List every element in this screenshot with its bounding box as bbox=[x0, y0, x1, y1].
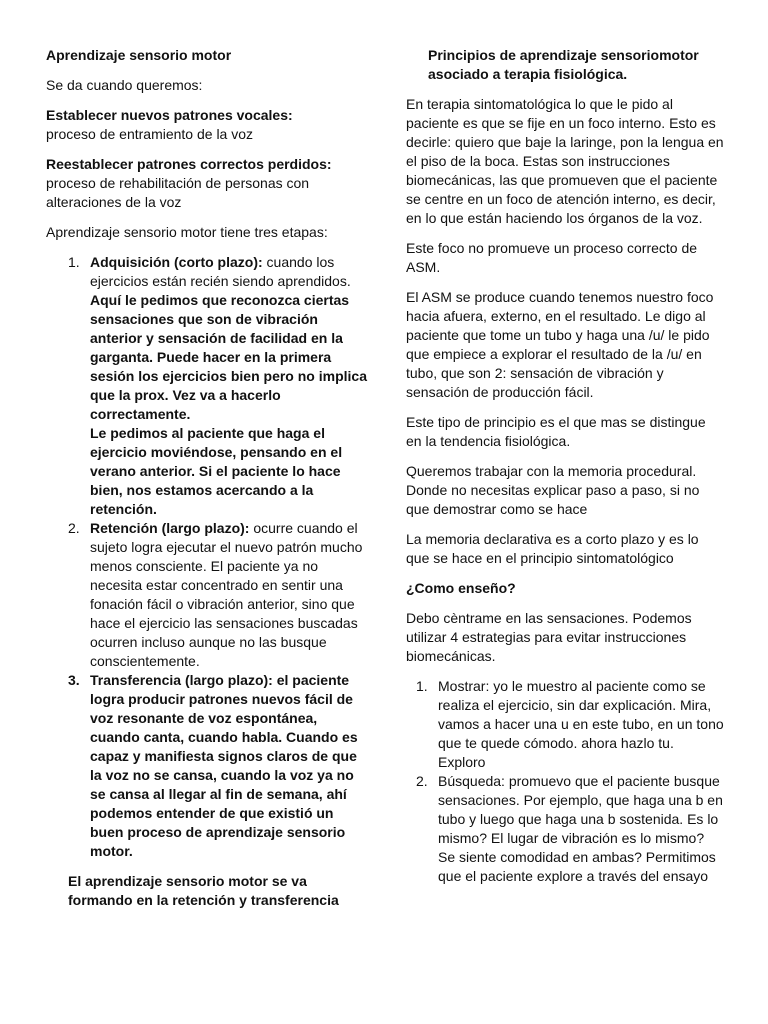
stage-note: Le pedimos al paciente que haga el ejercicio moviéndose, pensando en el verano anterior. Si el paciente lo hace bien, nos estamos acercando a la retención. bbox=[90, 425, 343, 517]
intro-text: Se da cuando queremos: bbox=[46, 77, 203, 93]
paragraph: Este foco no promueve un proceso correcto de ASM. bbox=[406, 240, 698, 275]
list-number: 3. bbox=[68, 672, 80, 688]
title-line: asociado a terapia fisiológica. bbox=[428, 66, 628, 82]
paragraph: Queremos trabajar con la memoria procedural. Donde no necesitas explicar paso a paso, si no que demostrar como se hace bbox=[406, 463, 700, 517]
stage-note: Aquí le pedimos que reconozca ciertas sensaciones que son de vibración anterior y sensación de facilidad en la garganta. Puede hacer en la primera sesión los ejercicios bien pero no implica que la prox. Vez va a hacerlo correctamente. bbox=[90, 292, 367, 422]
list-item bbox=[46, 253, 368, 519]
list-number: 2. bbox=[68, 520, 80, 536]
stage-label: Adquisición (corto plazo): bbox=[90, 254, 263, 270]
list-number: 1. bbox=[68, 254, 80, 270]
stage-text: cuando los ejercicios están recién siendo aprendidos. bbox=[90, 254, 351, 289]
question-heading: ¿Como enseño? bbox=[406, 580, 516, 596]
goal-text: proceso de rehabilitación de personas con alteraciones de la voz bbox=[46, 175, 310, 210]
strategies-list bbox=[406, 677, 724, 886]
strategy-text: Búsqueda: promuevo que el paciente busque sensaciones. Por ejemplo, que haga una b en tubo y luego que haga una b sostenida. Es lo mismo? El lugar de vibración es lo mismo? Se siente comodidad en ambas? Permitimos que el paciente explore a través del ensayo bbox=[438, 773, 723, 884]
section-title: Aprendizaje sensorio motor bbox=[46, 47, 232, 63]
list-item bbox=[406, 677, 724, 772]
list-item bbox=[46, 519, 368, 671]
paragraph: El ASM se produce cuando tenemos nuestro foco hacia afuera, externo, en el resultado. Le digo al paciente que tome un tubo y haga una /u/ le pido que empiece a explorar el resultado de la /u/ en tubo, que son 2: sensación de vibración y sensación de producción fácil. bbox=[406, 289, 714, 400]
goal-paragraph bbox=[46, 106, 368, 144]
title-line: Principios de aprendizaje sensoriomotor bbox=[428, 47, 699, 63]
left-column bbox=[46, 46, 368, 921]
section-title bbox=[406, 46, 724, 84]
paragraph: Debo cèntrame en las sensaciones. Podemos utilizar 4 estrategias para evitar instrucciones biomecánicas. bbox=[406, 610, 692, 664]
list-item bbox=[46, 671, 368, 861]
goal-heading: Reestablecer patrones correctos perdidos: bbox=[46, 156, 332, 172]
goal-paragraph bbox=[46, 155, 368, 212]
closing-text: El aprendizaje sensorio motor se va formando en la retención y transferencia bbox=[68, 873, 339, 908]
paragraph: Este tipo de principio es el que mas se distingue en la tendencia fisiológica. bbox=[406, 414, 706, 449]
list-number: 1. bbox=[416, 678, 428, 694]
stages-intro: Aprendizaje sensorio motor tiene tres etapas: bbox=[46, 224, 328, 240]
stage-text: ocurre cuando el sujeto logra ejecutar el nuevo patrón mucho menos consciente. El paciente ya no necesita estar concentrado en sentir una fonación fácil o vibración anterior, sino que hace el ejercicio las sensaciones buscadas ocurren incluso aunque no las busque conscientemente. bbox=[90, 520, 363, 669]
goal-heading: Establecer nuevos patrones vocales: bbox=[46, 107, 293, 123]
stage-label: Retención (largo plazo): bbox=[90, 520, 250, 536]
right-column bbox=[406, 46, 724, 897]
stages-list bbox=[46, 253, 368, 861]
list-item bbox=[406, 772, 724, 886]
paragraph: En terapia sintomatológica lo que le pido al paciente es que se fije en un foco interno. Esto es decirle: quiero que baje la laringe, pon la lengua en el piso de la boca. Estas son instrucciones biomecánicas, las que promueven que el paciente se centre en un foco de atención interno, es decir, en lo que están haciendo los órganos de la voz. bbox=[406, 96, 724, 226]
paragraph: La memoria declarativa es a corto plazo y es lo que se hace en el principio sintomatológico bbox=[406, 531, 699, 566]
strategy-text: Mostrar: yo le muestro al paciente como se realiza el ejercicio, sin dar explicación. Mira, vamos a hacer una u en este tubo, en un tono que te quede cómodo. ahora hazlo tu. Exploro bbox=[438, 678, 724, 770]
goal-text: proceso de entramiento de la voz bbox=[46, 126, 254, 142]
list-number: 2. bbox=[416, 773, 428, 789]
stage-label: Transferencia (largo plazo): el paciente logra producir patrones nuevos fácil de voz resonante de voz espontánea, cuando canta, cuando habla. Cuando es capaz y manifiesta signos claros de que la voz no se cansa, cuando la voz ya no se cansa al llegar al fin de semana, ahí podemos entender de que existió un buen proceso de aprendizaje sensorio motor. bbox=[90, 672, 358, 859]
